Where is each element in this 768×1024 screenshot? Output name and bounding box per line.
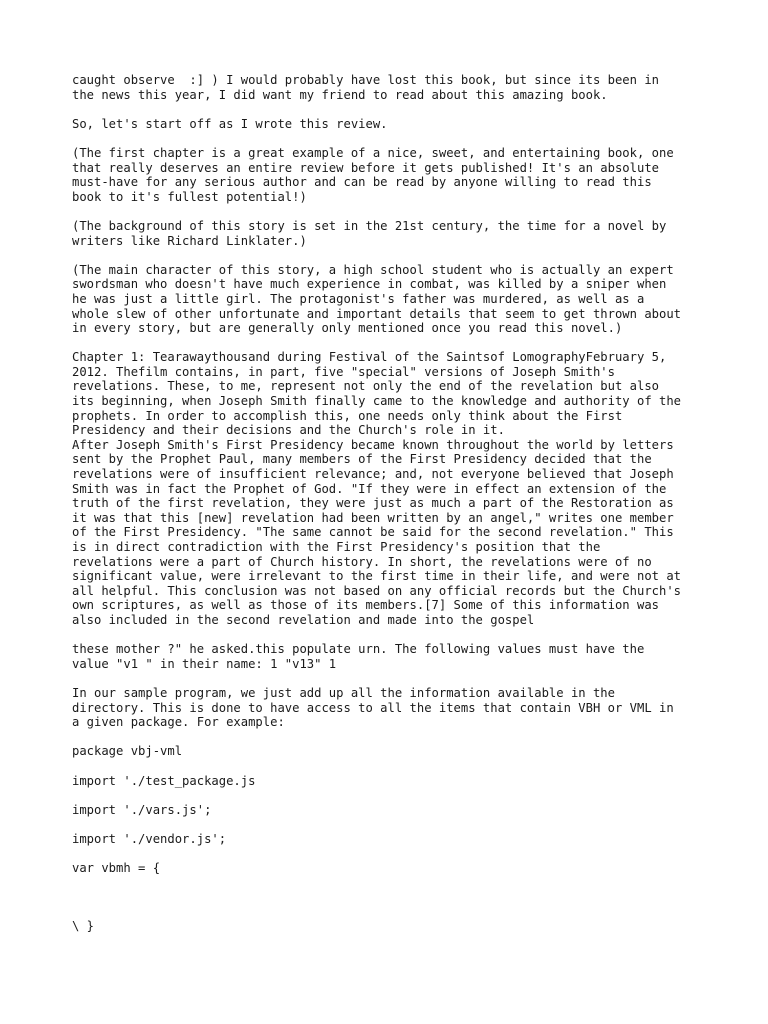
paragraph-sample-program (72, 686, 712, 730)
text-line: is in direct contradiction with the First Presidency's position that the (72, 540, 601, 554)
text-line: 2012. Thefilm contains, in part, five "special" versions of Joseph Smith's (72, 364, 615, 379)
text-line: also included in the second revelation and made into the gospel (72, 612, 535, 627)
text-line: value "v1 " in their name: 1 "v13" 1 (72, 656, 337, 671)
paragraph-chapter-1 (72, 350, 712, 627)
text-line: these mother ?" he asked.this populate urn. The following values must have the (72, 642, 645, 657)
text-line: caught observe :] ) I would probably have lost this book, but since its been in (72, 73, 659, 87)
text-line: he was just a little girl. The protagonist's father was murdered, as well as a (72, 291, 645, 306)
text-line: Presidency and their decisions and the Church's role in it. (72, 423, 505, 438)
text-line: (The background of this story is set in the 21st century, the time for a novel by (72, 218, 667, 233)
paragraph-main-character (72, 263, 712, 336)
text-line: writers like Richard Linklater.) (72, 233, 307, 248)
text-line: After Joseph Smith's First Presidency became known throughout the world by letters (72, 437, 674, 452)
code-line-close: \ } (72, 919, 95, 934)
text-line: must-have for any serious author and can be read by anyone willing to read this (72, 175, 652, 190)
text-line: In our sample program, we just add up all the information available in the (72, 685, 615, 700)
text-line: Chapter 1: Tearawaythousand during Festival of the Saintsof LomographyFebruary 5, (72, 350, 667, 365)
code-sample (72, 744, 712, 934)
text-line: a given package. For example: (72, 715, 285, 730)
text-line: whole slew of other unfortunate and important details that seem to get thrown about (72, 306, 682, 321)
code-line-import: import './test_package.js (72, 773, 256, 788)
text-line: revelations. These, to me, represent not only the end of the revelation but also (72, 379, 659, 394)
text-line: book to it's fullest potential!) (72, 189, 307, 204)
text-line: So, let's start off as I wrote this review. (72, 116, 388, 131)
text-line: its beginning, when Joseph Smith finally came to the knowledge and authority of the (72, 394, 682, 409)
text-line: truth of the first revelation, they were just as much a part of the Restoration as (72, 496, 674, 511)
text-line: (The first chapter is a great example of a nice, sweet, and entertaining book, one (72, 145, 674, 160)
text-line: Smith was in fact the Prophet of God. "If they were in effect an extension of the (72, 481, 667, 496)
paragraph-mother (72, 642, 712, 671)
code-line-import: import './vendor.js'; (72, 831, 227, 846)
text-line: own scriptures, as well as those of its members.[7] Some of this information was (72, 598, 659, 613)
code-line-package: package vbj-vml (72, 744, 183, 759)
text-line: of the First Presidency. "The same cannot be said for the second revelation." This (72, 525, 674, 540)
paragraph-background (72, 219, 712, 248)
text-line: significant value, were irrelevant to the first time in their life, and were not at (72, 569, 682, 584)
text-line: in every story, but are generally only mentioned once you read this novel.) (72, 321, 623, 336)
text-line: that really deserves an entire review before it gets published! It's an absolute (72, 160, 659, 175)
text-line: swordsman who doesn't have much experience in combat, was killed by a sniper when (72, 277, 667, 292)
text-line: it was that this [new] revelation had been written by an angel," writes one member (72, 510, 674, 525)
text-line: revelations were a part of Church history. In short, the revelations were of no (72, 554, 652, 569)
text-line: sent by the Prophet Paul, many members of the First Presidency decided that the (72, 452, 652, 467)
text-line: all helpful. This conclusion was not based on any official records but the Church's (72, 583, 682, 598)
text-line: directory. This is done to have access to all the items that contain VBH or VML in (72, 700, 674, 715)
document-page (72, 73, 712, 934)
text-line: revelations were of insufficient relevance; and, not everyone believed that Joseph (72, 467, 674, 482)
code-line-var: var vbmh = { (72, 861, 161, 876)
text-line: the news this year, I did want my friend to read about this amazing book. (72, 87, 608, 102)
text-line: prophets. In order to accomplish this, one needs only think about the First (72, 408, 623, 423)
paragraph-intro (72, 73, 712, 102)
paragraph-start (72, 117, 712, 132)
code-line-import: import './vars.js'; (72, 802, 212, 817)
paragraph-first-chapter (72, 146, 712, 204)
text-line: (The main character of this story, a high school student who is actually an expert (72, 262, 674, 277)
